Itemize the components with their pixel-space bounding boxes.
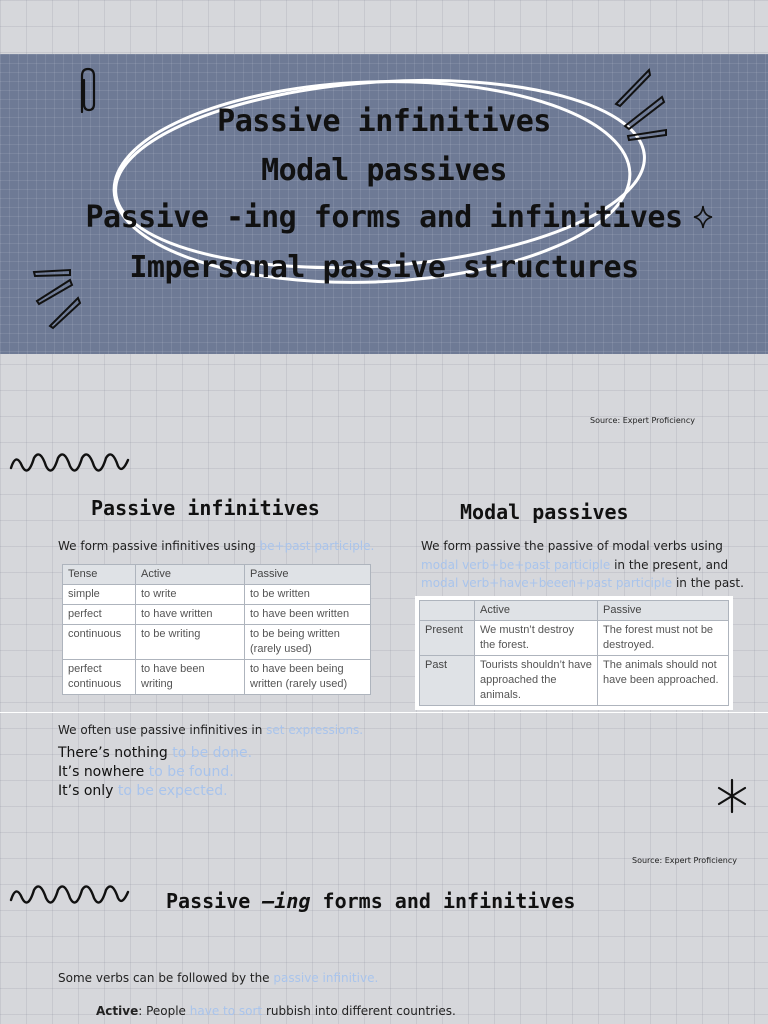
example-highlight: to be found. xyxy=(148,764,234,780)
table-cell: continuous xyxy=(63,625,136,660)
row-header: Past xyxy=(420,656,475,706)
col-header: Active xyxy=(136,565,245,585)
example-highlight: to be expected. xyxy=(117,783,228,799)
hero-title-line-1: Passive infinitives xyxy=(217,104,551,139)
set-expressions-intro xyxy=(58,723,363,737)
title-italic-part: –ing xyxy=(262,889,311,913)
section-title-modal-passives: Modal passives xyxy=(460,500,629,524)
table-cell: The forest must not be destroyed. xyxy=(598,621,729,656)
table-cell: perfect continuous xyxy=(63,660,136,695)
row-header: Present xyxy=(420,621,475,656)
table-cell: We mustn’t destroy the forest. xyxy=(475,621,598,656)
slide-divider xyxy=(0,712,768,713)
table-cell: The animals should not have been approached. xyxy=(598,656,729,706)
table-cell: to be being written (rarely used) xyxy=(245,625,371,660)
modal-passive-description xyxy=(421,537,744,593)
col-header: Active xyxy=(475,601,598,621)
table-header-row xyxy=(420,601,729,621)
expressions-text: We often use passive infinitives in xyxy=(58,723,267,737)
source-note: Source: Expert Proficiency xyxy=(632,856,737,865)
title-slide xyxy=(0,54,768,354)
list-item xyxy=(58,763,252,782)
active-example xyxy=(96,1004,456,1018)
example-text: It’s only xyxy=(58,783,118,799)
modal-passives-table xyxy=(419,600,729,706)
table-cell: to be writing xyxy=(136,625,245,660)
passive-infinitive-intro xyxy=(58,539,374,553)
intro-text: Some verbs can be followed by the xyxy=(58,971,274,985)
col-header xyxy=(420,601,475,621)
hero-title-line-2: Modal passives xyxy=(261,153,507,188)
zigzag-decoration xyxy=(8,446,132,480)
title-part: forms and infinitives xyxy=(310,889,576,913)
intro-highlight: passive infinitive. xyxy=(273,971,379,985)
asterisk-doodle-icon xyxy=(714,776,750,816)
active-rest: rubbish into different countries. xyxy=(262,1004,456,1018)
example-text: It’s nowhere xyxy=(58,764,149,780)
table-row xyxy=(63,660,371,695)
list-item xyxy=(58,744,252,763)
modal-line-3 xyxy=(421,574,744,593)
title-part: Passive xyxy=(166,889,263,913)
modal-line-3-text: in the past. xyxy=(672,576,744,590)
hero-title-line-4: Impersonal passive structures xyxy=(129,250,639,285)
modal-past-highlight: modal verb+have+beeen+past participle xyxy=(421,576,673,590)
source-note: Source: Expert Proficiency xyxy=(590,416,695,425)
col-header: Passive xyxy=(598,601,729,621)
example-text: There’s nothing xyxy=(58,745,173,761)
section-title-passive-ing xyxy=(166,889,575,913)
passive-infinitives-table xyxy=(62,564,371,695)
expressions-highlight: set expressions. xyxy=(266,723,364,737)
table-cell: to be written xyxy=(245,585,371,605)
table-row xyxy=(63,585,371,605)
table-cell: to have been being written (rarely used) xyxy=(245,660,371,695)
table-cell: to have been written xyxy=(245,605,371,625)
section-title-passive-infinitives: Passive infinitives xyxy=(91,496,320,520)
hero-title-line-3: Passive -ing forms and infinitives xyxy=(85,200,683,235)
table-row xyxy=(63,605,371,625)
zigzag-decoration xyxy=(8,878,132,912)
table-cell: to have been writing xyxy=(136,660,245,695)
example-list xyxy=(58,744,252,801)
intro-highlight: be+past participle. xyxy=(259,539,375,553)
col-header: Tense xyxy=(63,565,136,585)
modal-line-2-text: in the present, and xyxy=(610,557,729,572)
intro-text: We form passive infinitives using xyxy=(58,539,260,553)
table-cell: perfect xyxy=(63,605,136,625)
table-cell: Tourists shouldn’t have approached the animals. xyxy=(475,656,598,706)
table-row xyxy=(420,621,729,656)
modal-present-highlight: modal verb+be+past participle xyxy=(421,557,611,572)
table-cell: to write xyxy=(136,585,245,605)
modal-line-2 xyxy=(421,556,744,575)
passive-infinitives-table-image xyxy=(62,564,371,695)
modal-line-1: We form passive the passive of modal verbs using xyxy=(421,539,723,553)
list-item xyxy=(58,782,252,801)
table-header-row xyxy=(63,565,371,585)
table-cell: to have written xyxy=(136,605,245,625)
table-row xyxy=(63,625,371,660)
active-label: Active xyxy=(96,1004,139,1018)
passive-ing-intro xyxy=(58,971,378,985)
active-highlight: have to sort xyxy=(189,1004,263,1018)
table-row xyxy=(420,656,729,706)
col-header: Passive xyxy=(245,565,371,585)
table-cell: simple xyxy=(63,585,136,605)
active-text: : People xyxy=(138,1004,190,1018)
modal-passives-table-image xyxy=(415,596,733,710)
example-highlight: to be done. xyxy=(172,745,253,761)
